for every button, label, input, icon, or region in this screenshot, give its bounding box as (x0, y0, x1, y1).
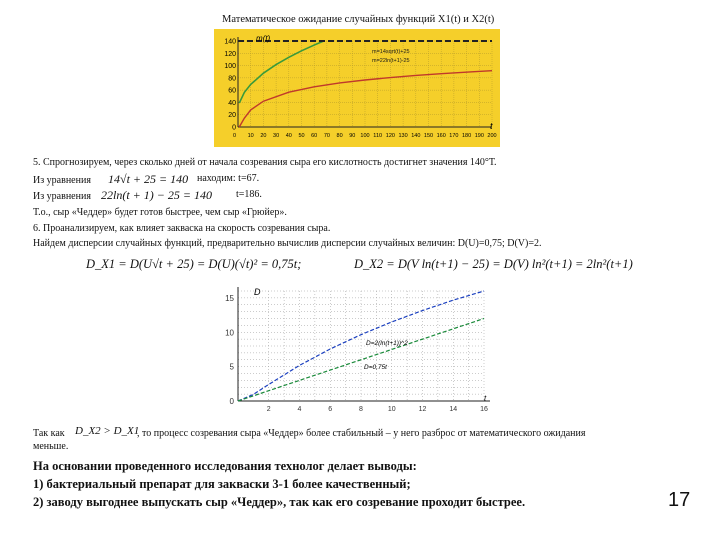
chart1-xtick-label: 80 (336, 133, 343, 139)
chart1-xtick-label: 150 (423, 133, 434, 139)
chart1-mean-functions (214, 29, 500, 147)
chart1-legend-2: m=22ln(t+1)-25 (372, 58, 410, 64)
chart1-title: Математическое ожидание случайных функций X1(t) и X2(t) (222, 14, 495, 25)
chart1-ytick-label: 80 (228, 75, 236, 83)
chart2-xtick-label: 8 (359, 406, 363, 413)
chart1-xtick-label: 170 (449, 133, 459, 139)
chart1-ytick-label: 60 (228, 87, 236, 95)
text-line-6: Найдем дисперсии случайных функций, предварительно вычислив дисперсии случайных величин: D(U)=0,75; D(V)=2. (33, 238, 542, 249)
chart2-xtick-label: 12 (418, 406, 427, 413)
chart1-ytick-label: 140 (224, 38, 236, 46)
chart1-xtick-label: 10 (247, 133, 254, 139)
chart1-ytick-label: 120 (224, 50, 236, 58)
chart1-xtick-label: 90 (349, 133, 356, 139)
chart1-xtick-label: 30 (273, 133, 280, 139)
chart1-xtick-label: 20 (260, 133, 267, 139)
chart1-xtick-label: 130 (398, 133, 408, 139)
chart1-ytick-label: 20 (228, 112, 236, 120)
chart2-ytick-label: 0 (229, 397, 234, 406)
chart2-ytick-label: 10 (225, 328, 234, 338)
chart2-xtick-label: 6 (328, 406, 333, 413)
chart1-xtick-label: 160 (436, 133, 446, 139)
chart2-label-1: D=2(ln(t+1))^2 (366, 340, 408, 347)
text-line-4: Т.о., сыр «Чеддер» будет готов быстрее, чем сыр «Грюйер». (33, 207, 287, 218)
chart2-background (214, 283, 498, 416)
chart1-background (214, 29, 500, 147)
chart2-xtick-label: 2 (266, 406, 271, 413)
conclusion-2: 2) заводу выгоднее выпускать сыр «Чеддер», так как его созревание проходит быстрее. (33, 495, 526, 509)
chart2-xtick-label: 4 (297, 406, 302, 413)
text-line-1: 5. Спрогнозируем, через сколько дней от начала созревания сыра его кислотность достигнет значения 140°Т. (33, 157, 497, 168)
chart1-xtick-label: 180 (462, 133, 472, 139)
chart1-ytick-label: 40 (228, 99, 236, 107)
chart2-xtick-label: 14 (449, 406, 458, 413)
chart2-label-2: D=0,75t (364, 364, 387, 371)
chart2-ytick-label: 5 (229, 362, 234, 372)
chart1-xtick-label: 40 (285, 133, 292, 139)
equation-2: 22ln(t + 1) − 25 = 140 (101, 188, 212, 202)
formula-dx2: D_X2 = D(V ln(t+1) − 25) = D(V) ln²(t+1) = 2ln²(t+1) (354, 257, 633, 271)
text-line-7-end: , то процесс созревания сыра «Чеддер» более стабильный – у него разброс от математического ожидания (137, 428, 586, 439)
chart1-xtick-label: 70 (323, 133, 330, 139)
chart2-xtick-label: 16 (480, 406, 488, 413)
text-line-7-start: Так как (33, 428, 65, 439)
conclusion-heading: На основании проведенного исследования технолог делает выводы: (33, 459, 417, 473)
comparison-inequality: D_X2 > D_X1 (75, 425, 140, 437)
text-line-5: 6. Проанализируем, как влияет закваска на скорость созревания сыра. (33, 223, 331, 234)
chart1-xtick-origin: 0 (232, 133, 236, 139)
chart1-xlabel: t (490, 121, 493, 131)
text-line-2-label: Из уравнения (33, 175, 91, 186)
page-number: 17 (668, 489, 691, 511)
chart2-ytick-label: 15 (225, 293, 234, 303)
equation-1: 14√t + 25 = 140 (108, 172, 189, 186)
chart1-xtick-label: 110 (373, 133, 383, 139)
chart1-xtick-label: 140 (411, 133, 421, 139)
chart2-ylabel: D (254, 287, 261, 297)
text-line-2-result: находим: t=67. (197, 173, 260, 184)
chart1-ytick-label: 100 (224, 63, 236, 71)
chart2-variance (214, 283, 498, 416)
chart1-ytick-label: 0 (232, 124, 236, 132)
text-line-3-result: t=186. (236, 189, 262, 200)
chart1-ylabel: m(t) (256, 34, 271, 43)
conclusion-1: 1) бактериальный препарат для закваски 3-1 более качественный; (33, 477, 411, 491)
chart2-xtick-label: 10 (387, 406, 396, 413)
chart1-legend-1: m=14sqrt(t)+25 (372, 49, 410, 55)
formula-dx1: D_X1 = D(U√t + 25) = D(U)(√t)² = 0,75t; (86, 257, 302, 271)
chart1-xtick-label: 100 (360, 133, 370, 139)
chart1-xtick-label: 200 (487, 133, 497, 139)
chart1-xtick-label: 50 (298, 133, 305, 139)
chart1-xtick-label: 190 (474, 133, 484, 139)
text-line-8: меньше. (33, 441, 69, 452)
chart1-xtick-label: 60 (311, 133, 318, 139)
chart1-xtick-label: 120 (385, 133, 395, 139)
text-line-3-label: Из уравнения (33, 191, 91, 202)
chart2-xlabel: t (484, 394, 487, 403)
